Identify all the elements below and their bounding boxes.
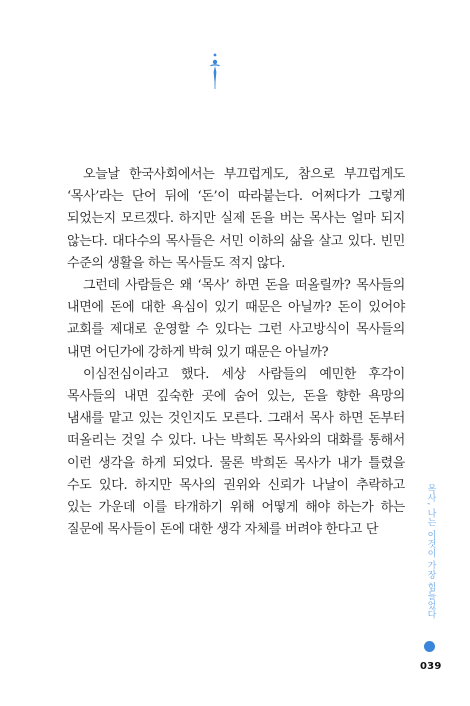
paragraph: 이심전심이라고 했다. 세상 사람들의 예민한 후각이 목사들의 내면 깊숙한 곳에 숨어 있는, 돈을 향한 욕망의 냄새를 맡고 있는 것인지도 모른다. 그래서 목사 하면 돈부터 떠올리는 것일 수 있다. 나는 박희돈 목사와의 대화를 통해서 이런 생각을 하게 되었다. 물론 박희돈 목사가 내가 틀렸을 수도 있다. 하지만 목사의 권위와 신뢰가 나날이 추락하고 있는 가운데 이를 타개하기 위해 어떻게 해야 하는가 하는 질문에 목사들이 돈에 대한 생각 자체를 버려야 한다고 단 (67, 366, 405, 538)
page-number: 039 (420, 661, 442, 672)
paragraph: 오늘날 한국사회에서는 부끄럽게도, 참으로 부끄럽게도 ‘목사’라는 단어 뒤에 ‘돈’이 따라붙는다. 어쩌다가 그렇게 되었는지 모르겠다. 하지만 실제 돈을 버는 목사는 얼마 되지 않는다. 대다수의 목사들은 서민 이하의 삶을 살고 있다. 빈민 수준의 생활을 하는 목사들도 적지 않다. (67, 167, 405, 271)
side-title-text: 목사, 나는 이것이 가장 힘들었다 (425, 483, 436, 619)
page-marker-dot (424, 641, 435, 652)
running-side-title (424, 474, 438, 628)
decorative-droplet-ornament-icon (207, 52, 223, 90)
body-text (67, 164, 405, 541)
paragraph: 그런데 사람들은 왜 ‘목사’ 하면 돈을 떠올릴까? 목사들의 내면에 돈에 대한 욕심이 있기 때문은 아닐까? 돈이 있어야 교회를 제대로 운영할 수 있다는 그런 사고방식이 목사들의 내면 어딘가에 강하게 박혀 있기 때문은 아닐까? (67, 278, 405, 360)
